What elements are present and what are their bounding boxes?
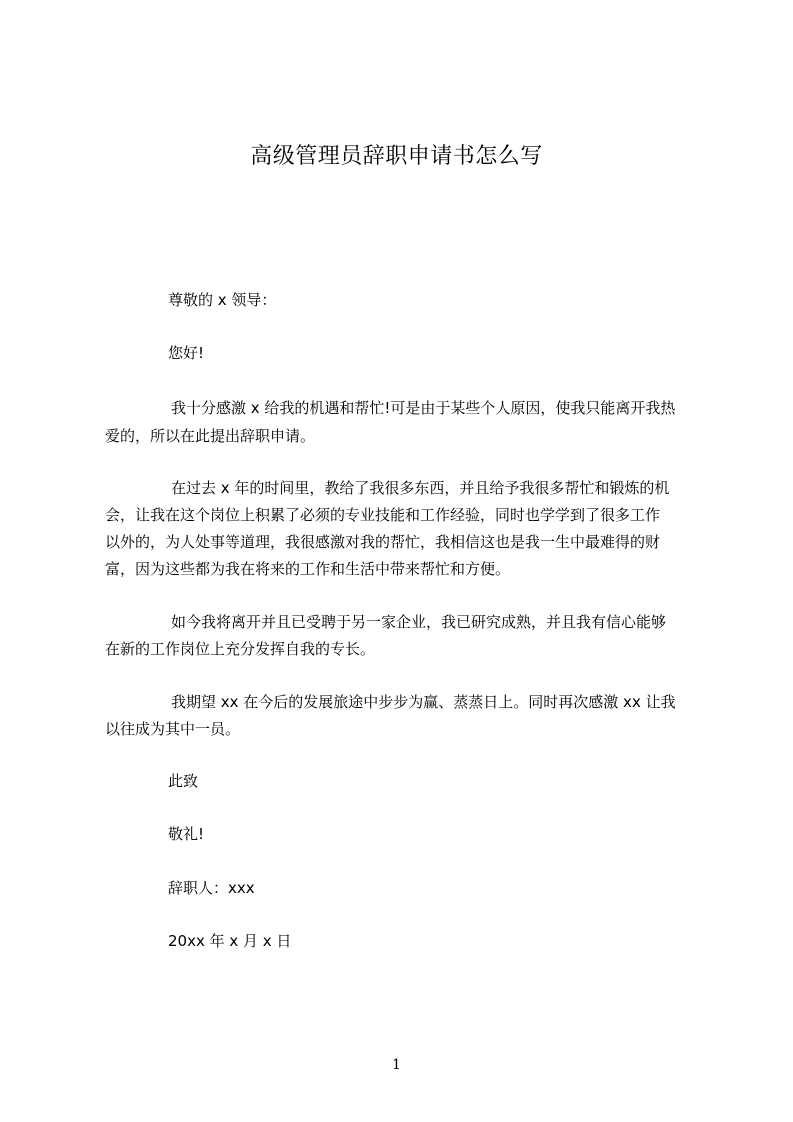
regards: 敬礼! [168, 825, 205, 843]
salutation: 尊敬的 x 领导： [168, 291, 277, 309]
paragraph-2-line-1: 在过去 x 年的时间里，教给了我很多东西，并且给予我很多帮忙和锻炼的机 [171, 479, 670, 497]
date: 20xx 年 x 月 x 日 [168, 932, 292, 950]
paragraph-2-line-3: 以外的，为人处事等道理，我很感激对我的帮忙，我相信这也是我一生中最难得的财 [105, 533, 661, 551]
paragraph-3-line-2: 在新的工作岗位上充分发挥自我的专长。 [105, 640, 376, 658]
paragraph-3-line-1: 如今我将离开并且已受聘于另一家企业，我已研究成熟，并且我有信心能够 [171, 613, 667, 631]
closing: 此致 [168, 772, 199, 790]
paragraph-1-line-1: 我十分感激 x 给我的机遇和帮忙!可是由于某些个人原因，使我只能离开我热 [171, 399, 676, 417]
signature: 辞职人：xxx [168, 879, 255, 897]
greeting: 您好! [168, 344, 205, 362]
paragraph-4-line-2: 以往成为其中一员。 [105, 720, 241, 738]
paragraph-2-line-4: 富，因为这些都为我在将来的工作和生活中带来帮忙和方便。 [105, 560, 511, 578]
paragraph-2-line-2: 会，让我在这个岗位上积累了必须的专业技能和工作经验，同时也学学到了很多工作 [105, 506, 661, 524]
document-title: 高级管理员辞职申请书怎么写 [250, 144, 543, 169]
paragraph-1-line-2: 爱的，所以在此提出辞职申请。 [105, 427, 316, 445]
page-number: 1 [392, 1057, 401, 1073]
paragraph-4-line-1: 我期望 xx 在今后的发展旅途中步步为赢、蒸蒸日上。同时再次感激 xx 让我 [171, 693, 676, 711]
